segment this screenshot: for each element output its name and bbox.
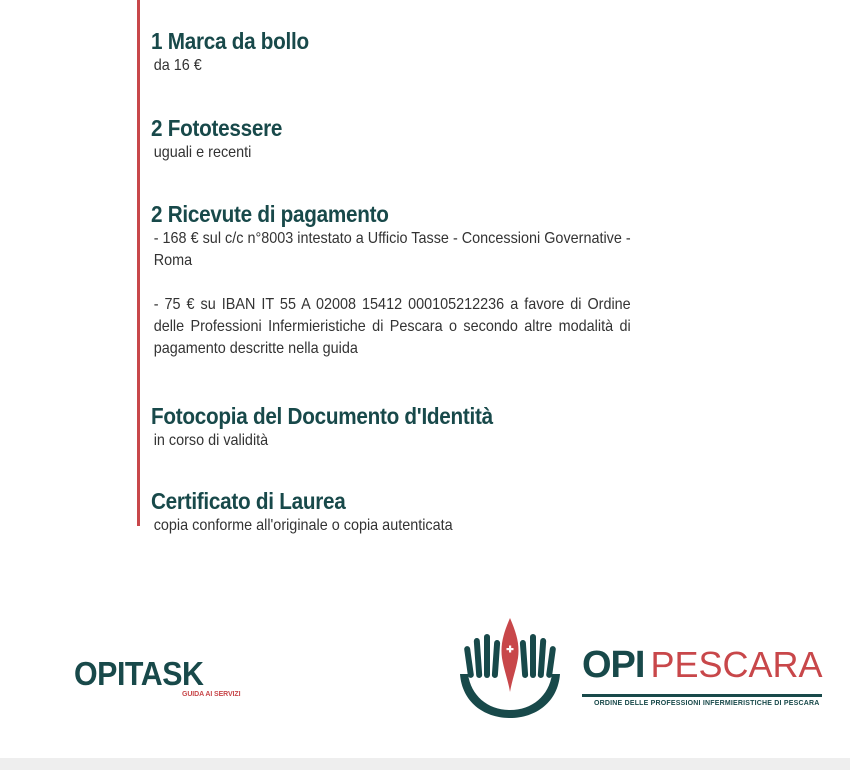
opi-full-name: ORDINE DELLE PROFESSIONI INFERMIERISTICHE DI PESCARA — [594, 700, 820, 707]
requirement-title: 1 Marca da bollo — [151, 28, 309, 54]
pescara-wordmark: PESCARA — [650, 644, 823, 685]
logo-divider — [582, 694, 822, 697]
opitask-wordmark: OPITASK — [74, 655, 204, 692]
requirement-title: Certificato di Laurea — [151, 488, 346, 514]
requirement-marca-da-bollo — [151, 28, 631, 77]
requirement-detail: - 168 € sul c/c n°8003 intestato a Ufficio Tasse - Concessioni Governative - Roma — [153, 230, 631, 269]
requirement-documento-identita — [151, 403, 631, 452]
requirement-detail: - 75 € su IBAN IT 55 A 02008 15412 000105212236 a favore di Ordine delle Professioni Infermieristiche di Pescara o secondo altre modalità di pagamento descritte nella guida — [153, 296, 631, 357]
opi-wordmark: OPI — [582, 644, 645, 686]
requirement-title: 2 Fototessere — [151, 115, 283, 141]
requirement-detail: uguali e recenti — [153, 144, 252, 161]
hands-cross-icon — [454, 614, 566, 722]
opitask-tagline: GUIDA AI SERVIZI — [182, 691, 241, 698]
requirement-title: 2 Ricevute di pagamento — [151, 201, 389, 227]
requirement-detail: in corso di validità — [153, 432, 269, 449]
opi-pescara-logo — [582, 645, 822, 707]
opitask-logo — [74, 655, 244, 698]
red-vertical-rule — [137, 0, 140, 526]
requirement-fototessere — [151, 115, 631, 164]
requirement-certificato-laurea — [151, 488, 631, 537]
requirement-title: Fotocopia del Documento d'Identità — [151, 403, 493, 429]
requirement-ricevute-pagamento — [151, 201, 631, 360]
requirement-detail: da 16 € — [153, 57, 202, 74]
requirement-detail: copia conforme all'originale o copia autenticata — [153, 517, 453, 534]
